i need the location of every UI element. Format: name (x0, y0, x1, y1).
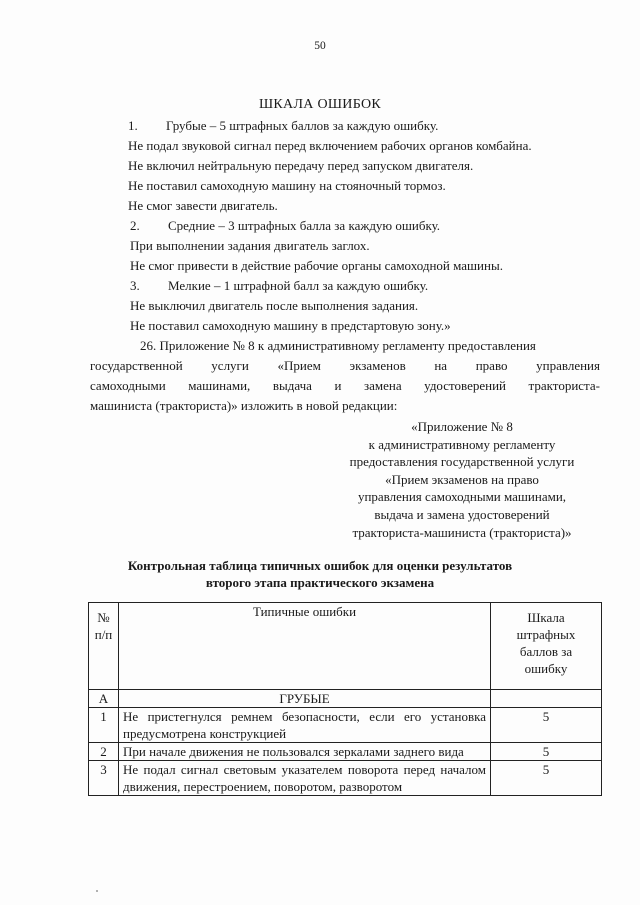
paragraph-26-line: государственной услуги «Прием экзаменов на право управления (90, 358, 600, 373)
scale-item: Не смог привести в действие рабочие органы самоходной машины. (130, 258, 503, 273)
scale-item (128, 118, 438, 134)
scale-item-number: 2. (130, 218, 140, 233)
appendix-line: предоставления государственной услуги (349, 454, 575, 470)
row-score: 5 (491, 708, 602, 743)
row-number: 1 (89, 708, 119, 743)
scale-item: Не поставил самоходную машину в предстартовую зону.» (130, 318, 451, 333)
scale-item-number: 1. (128, 118, 138, 133)
header-score: Шкала штрафных баллов за ошибку (491, 603, 602, 690)
scale-item: Не смог завести двигатель. (128, 198, 278, 213)
scale-item-text: Средние – 3 штрафных балла за каждую ошибку. (168, 218, 441, 233)
scale-item: Не выключил двигатель после выполнения задания. (130, 298, 419, 313)
scale-item: Не поставил самоходную машину на стояночный тормоз. (128, 178, 446, 193)
table-title (0, 557, 640, 591)
scale-item (130, 278, 428, 294)
scale-item-number: 3. (130, 278, 140, 293)
appendix-line: управления самоходными машинами, (357, 489, 567, 505)
appendix-line: выдача и замена удостоверений (374, 506, 550, 522)
appendix-line: тракториста-машиниста (тракториста)» (352, 524, 572, 540)
header-errors: Типичные ошибки (119, 603, 491, 690)
scale-item: Не подал звуковой сигнал перед включением рабочих органов комбайна. (128, 138, 532, 153)
scale-heading: ШКАЛА ОШИБОК (258, 97, 381, 112)
section-letter: А (89, 690, 119, 708)
table-row (89, 708, 602, 743)
row-score: 5 (491, 761, 602, 796)
row-number: 2 (89, 743, 119, 761)
appendix-line: «Прием экзаменов на право (385, 471, 539, 487)
section-score-empty (491, 690, 602, 708)
paragraph-26-line: 26. Приложение № 8 к административному регламенту предоставления (140, 338, 536, 353)
row-error-text: При начале движения не пользовался зеркалами заднего вида (119, 743, 491, 761)
section-row (89, 690, 602, 708)
scale-item-text: Грубые – 5 штрафных баллов за каждую ошибку. (166, 118, 439, 133)
section-name: ГРУБЫЕ (119, 690, 491, 708)
errors-table (88, 602, 602, 796)
row-error-text: Не подал сигнал световым указателем поворота перед началом движения, перестроением, поворотом, разворотом (119, 761, 491, 796)
header-number: № п/п (89, 603, 119, 690)
table-title-line: второго этапа практического экзамена (205, 575, 435, 590)
scale-item-text: Мелкие – 1 штрафной балл за каждую ошибку. (168, 278, 429, 293)
row-error-text: Не пристегнулся ремнем безопасности, если его установка предусмотрена конструкцией (119, 708, 491, 743)
paragraph-26-line: самоходными машинами, выдача и замена удостоверений тракториста- (90, 378, 600, 393)
table-row (89, 743, 602, 761)
row-score: 5 (491, 743, 602, 761)
row-number: 3 (89, 761, 119, 796)
page-number: 50 (314, 40, 326, 52)
scale-item: Не включил нейтральную передачу перед запуском двигателя. (128, 158, 474, 173)
scan-speck (96, 890, 98, 892)
scale-item (130, 218, 440, 234)
table-title-line: Контрольная таблица типичных ошибок для оценки результатов (127, 558, 513, 573)
scale-item: При выполнении задания двигатель заглох. (130, 238, 370, 253)
table-header-row (89, 603, 602, 690)
table-row (89, 761, 602, 796)
appendix-header (322, 418, 602, 541)
paragraph-26-line: машиниста (тракториста)» изложить в новой редакции: (90, 398, 398, 413)
appendix-line: «Приложение № 8 (411, 419, 513, 434)
appendix-line: к административному регламенту (368, 436, 556, 452)
